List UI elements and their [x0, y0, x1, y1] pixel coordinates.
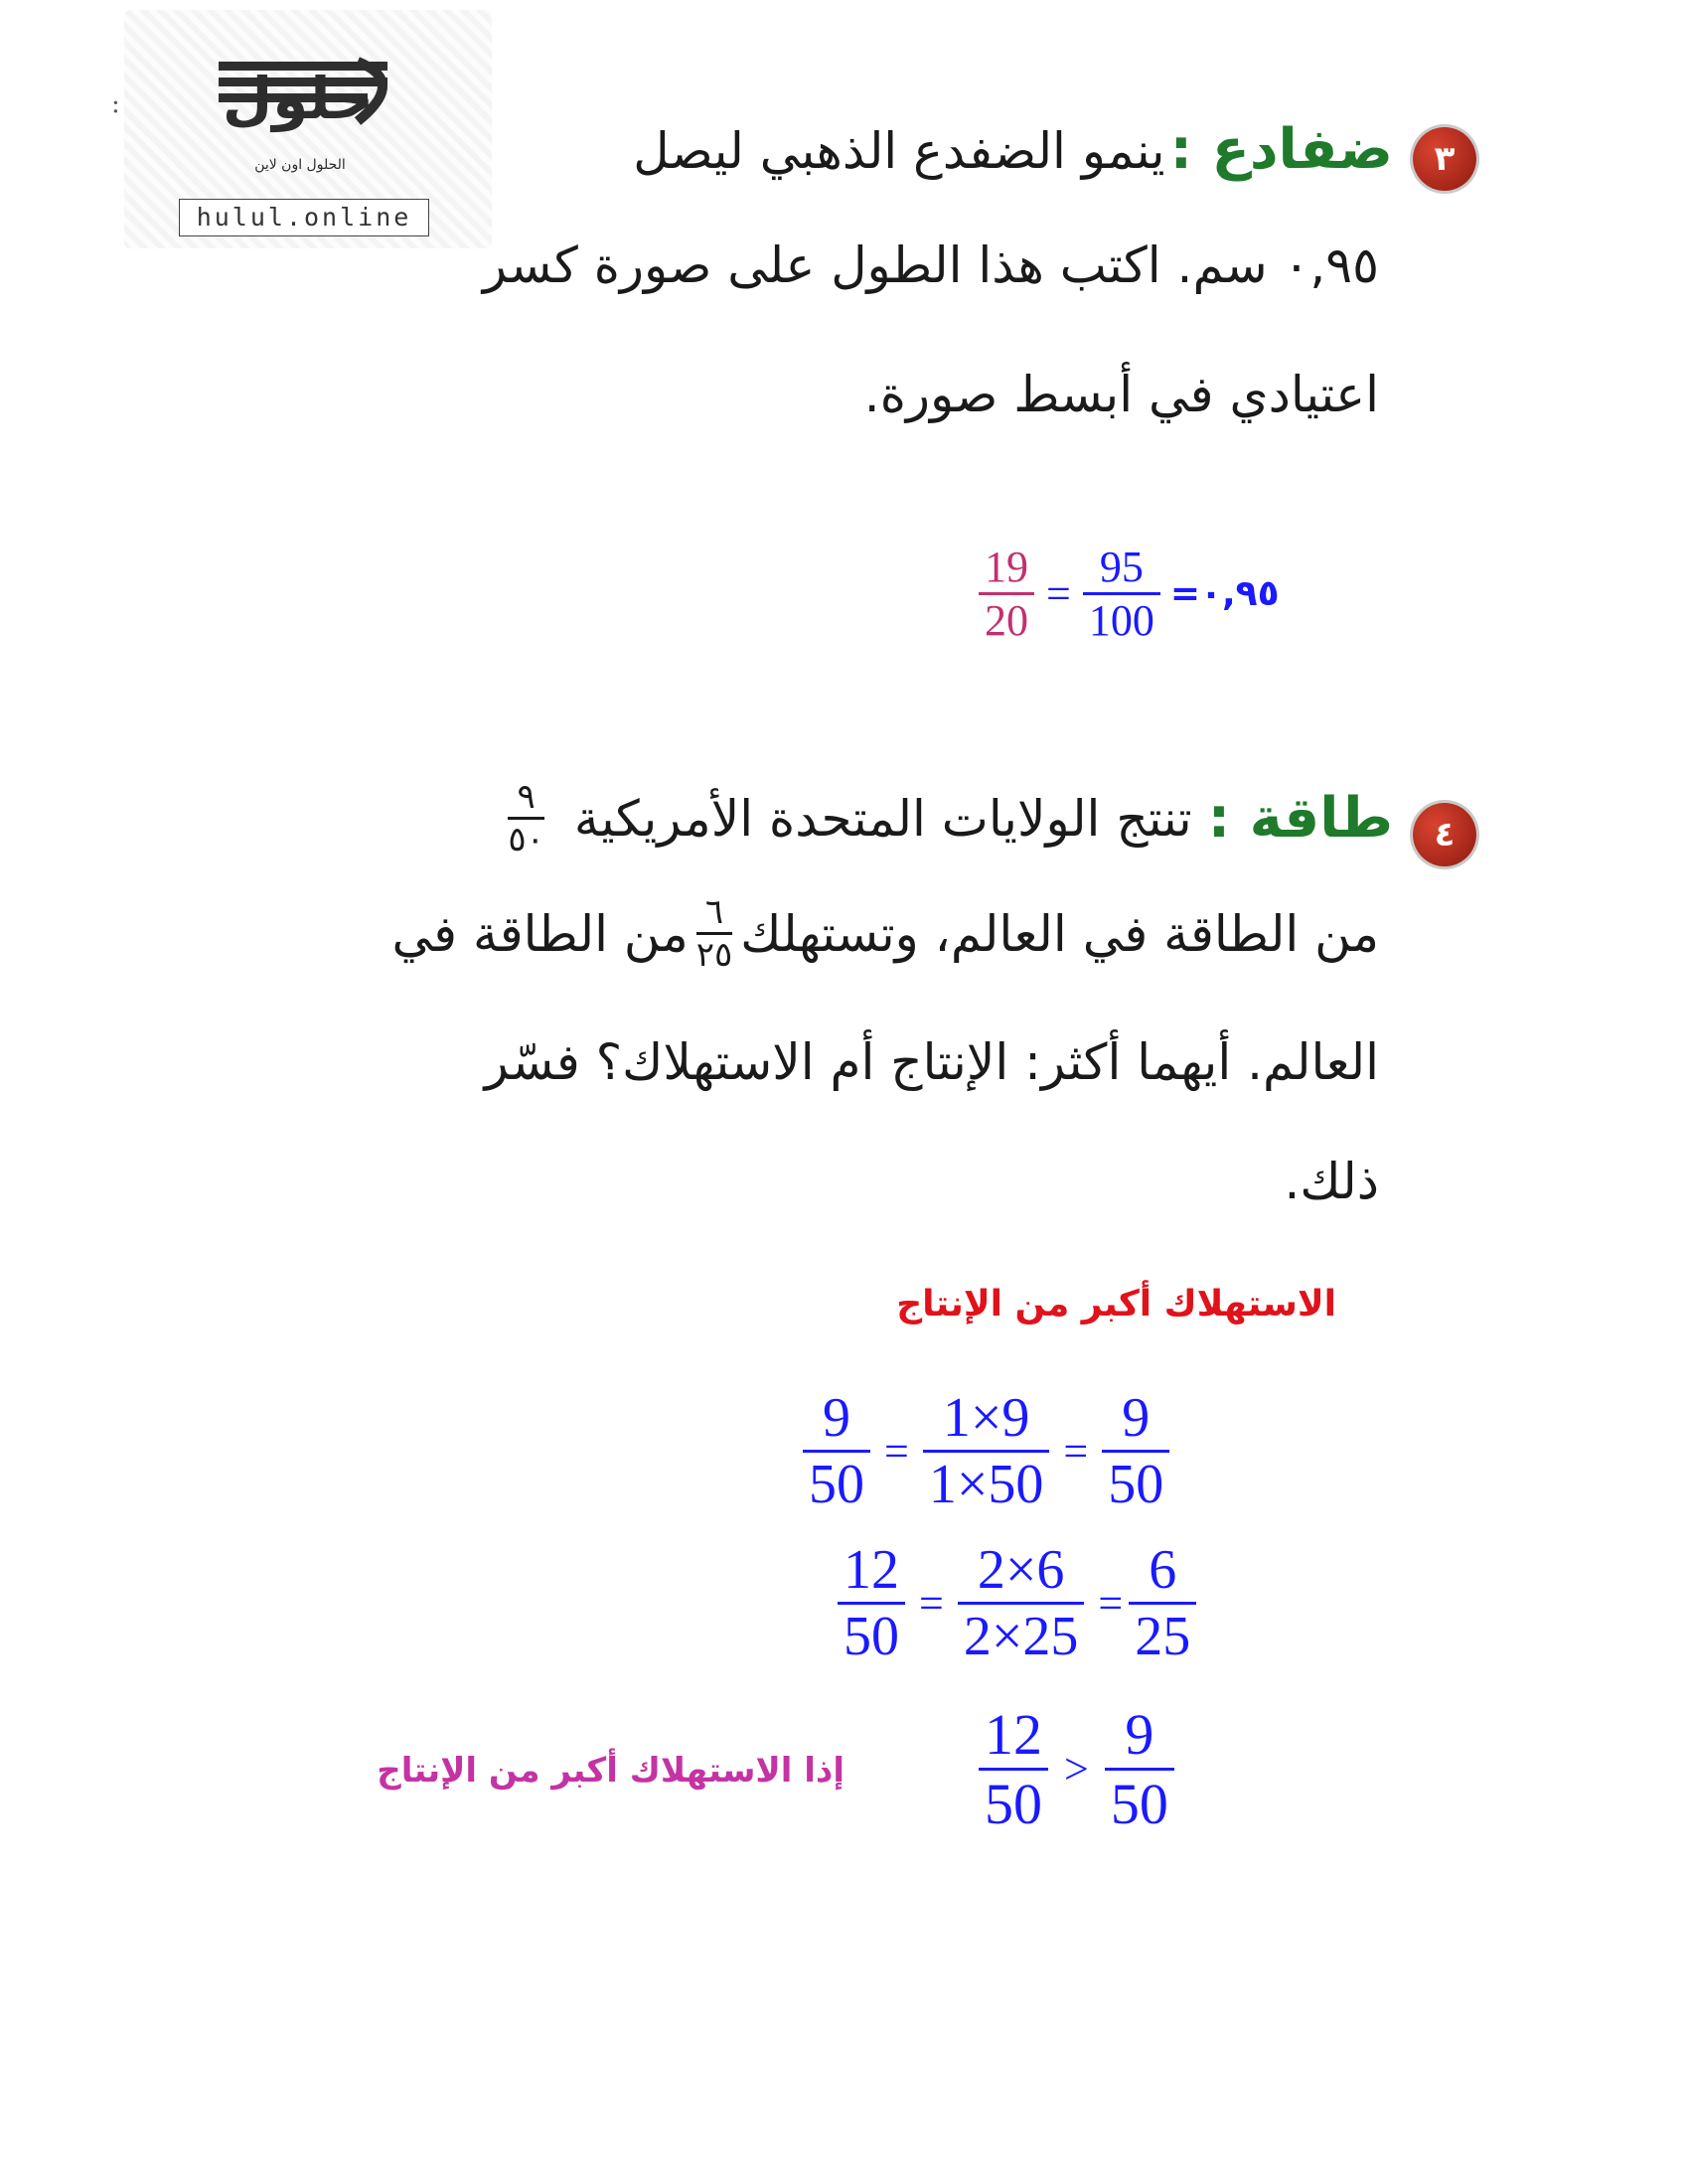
logo-subtitle: الحلول اون لاين [254, 157, 346, 173]
answer-4-row-2 [838, 1538, 1196, 1668]
answer-3-hundredths-fraction [1083, 542, 1160, 646]
fraction-denominator: 20 [985, 596, 1028, 645]
fraction-denominator: 2×25 [963, 1606, 1079, 1667]
consumption-fraction [696, 892, 733, 975]
fraction-denominator: ٥٠ [508, 820, 544, 859]
stray-mark: : [111, 89, 120, 119]
question-4-badge: ٤ [1413, 803, 1476, 866]
production-fraction-result [803, 1386, 870, 1516]
fraction-denominator: 50 [1110, 1772, 1168, 1836]
equals-sign: = [1046, 569, 1071, 618]
question-3-line1 [633, 117, 1393, 182]
question-4-text-line1: تنتج الولايات المتحدة الأمريكية [573, 789, 1192, 848]
fraction-numerator: 12 [844, 1539, 899, 1601]
question-3-keyword: ضفادع : [1169, 117, 1393, 182]
fraction-numerator: ٦ [704, 892, 724, 932]
question-4-keyword: طاقة : [1207, 786, 1393, 851]
question-4-text-line2a: من الطاقة في العالم، وتستهلك [740, 904, 1379, 963]
question-3-text-line3: اعتيادي في أبسط صورة. [863, 366, 1379, 423]
fraction-numerator: 19 [985, 543, 1028, 591]
production-fraction-compare [1105, 1701, 1174, 1837]
consumption-fraction-original [1129, 1538, 1196, 1668]
fraction-denominator: 50 [1108, 1454, 1164, 1515]
answer-4-conclusion: إذا الاستهلاك أكبر من الإنتاج [377, 1751, 844, 1791]
fraction-numerator: 2×6 [977, 1539, 1065, 1601]
multiplication-fraction [923, 1386, 1050, 1516]
production-fraction [508, 777, 544, 859]
fraction-numerator: 1×9 [942, 1387, 1030, 1449]
logo [124, 10, 492, 248]
question-4-text-line3: العالم. أيهما أكثر: الإنتاج أم الاستهلاك؟ فسّر [484, 1033, 1379, 1091]
logo-url: hulul.online [179, 199, 429, 236]
greater-than-sign: > [1064, 1745, 1089, 1794]
fraction-denominator: 25 [1135, 1606, 1191, 1667]
answer-4-row-1 [803, 1386, 1169, 1516]
fraction-numerator: 9 [823, 1387, 850, 1449]
fraction-denominator: 50 [985, 1772, 1042, 1836]
answer-3-simplified-fraction [979, 542, 1034, 646]
consumption-fraction-compare [979, 1701, 1048, 1837]
equals-sign: = [919, 1579, 944, 1628]
question-3-text-line1: ينمو الضفدع الذهبي ليصل [633, 122, 1165, 180]
equals-sign: = [1098, 1579, 1124, 1628]
fraction-denominator: 50 [844, 1606, 899, 1667]
question-3-badge: ٣ [1413, 127, 1476, 191]
fraction-numerator: 9 [1125, 1702, 1154, 1767]
fraction-denominator: 1×50 [928, 1454, 1044, 1515]
equals-sign: = [884, 1427, 909, 1476]
equals-sign: = [1063, 1427, 1089, 1476]
fraction-numerator: ٩ [517, 777, 536, 817]
fraction-denominator: 50 [809, 1454, 864, 1515]
question-3-text-line2: ٠,٩٥ سم. اكتب هذا الطول على صورة كسر [482, 236, 1379, 294]
fraction-denominator: ٢٥ [695, 935, 733, 975]
multiplication-fraction [958, 1538, 1085, 1668]
answer-3-equation [979, 542, 1280, 646]
question-4-text-line2b: من الطاقة في [391, 904, 689, 963]
fraction-numerator: 95 [1099, 543, 1144, 591]
fraction-numerator: 6 [1149, 1539, 1177, 1601]
answer-4-comparison [979, 1701, 1174, 1837]
answer-4-heading: الاستهلاك أكبر من الإنتاج [896, 1284, 1336, 1325]
question-4-line2 [391, 892, 1379, 975]
logo-wordmark: حلول [222, 65, 375, 132]
fraction-numerator: 9 [1122, 1387, 1151, 1449]
question-4-text-line4: ذلك. [1284, 1153, 1379, 1210]
consumption-fraction-result [838, 1538, 905, 1668]
answer-3-decimal: =٠,٩٥ [1169, 573, 1280, 614]
fraction-denominator: 100 [1088, 596, 1154, 645]
question-4-line1 [500, 777, 1393, 859]
production-fraction-original [1102, 1386, 1169, 1516]
fraction-numerator: 12 [985, 1702, 1042, 1767]
